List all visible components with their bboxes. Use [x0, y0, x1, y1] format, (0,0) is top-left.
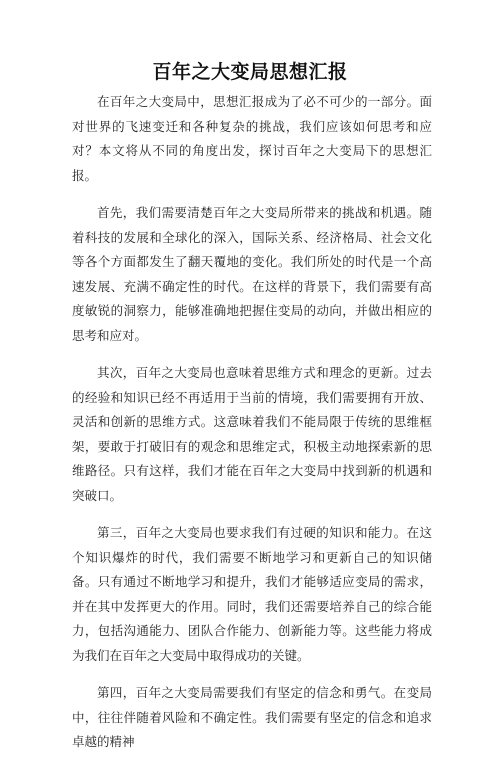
paragraph-intro: 在百年之大变局中，思想汇报成为了必不可少的一部分。面对世界的飞速变迁和各种复杂的挑战，我们应该如何思考和应对？本文将从不同的角度出发，探讨百年之大变局下的思想汇报。 — [72, 94, 432, 183]
paragraph-first: 首先，我们需要清楚百年之大变局所带来的挑战和机遇。随着科技的发展和全球化的深入，国际关系、经济格局、社会文化等各个方面都发生了翻天覆地的变化。我们所处的时代是一个高速发展、充满不确定性的时代。在这样的背景下，我们需要有高度敏锐的洞察力，能够准确地把握住变局的动向，并做出相应的思考和应对。 — [72, 205, 432, 343]
paragraph-second: 其次，百年之大变局也意味着思维方式和理念的更新。过去的经验和知识已经不再适用于当前的情境，我们需要拥有开放、灵活和创新的思维方式。这意味着我们不能局限于传统的思维框架，要敢于打破旧有的观念和思维定式，积极主动地探索新的思维路径。只有这样，我们才能在百年之大变局中找到新的机遇和突破口。 — [72, 365, 432, 503]
paragraph-third: 第三，百年之大变局也要求我们有过硬的知识和能力。在这个知识爆炸的时代，我们需要不断地学习和更新自己的知识储备。只有通过不断地学习和提升，我们才能够适应变局的需求，并在其中发挥更大的作用。同时，我们还需要培养自己的综合能力，包括沟通能力、团队合作能力、创新能力等。这些能力将成为我们在百年之大变局中取得成功的关键。 — [72, 525, 432, 663]
document-title: 百年之大变局思想汇报 — [152, 61, 348, 83]
paragraph-fourth: 第四，百年之大变局需要我们有坚定的信念和勇气。在变局中，往往伴随着风险和不确定性。我们需要有坚定的信念和追求卓越的精神 — [72, 685, 432, 749]
document-body — [72, 90, 432, 768]
